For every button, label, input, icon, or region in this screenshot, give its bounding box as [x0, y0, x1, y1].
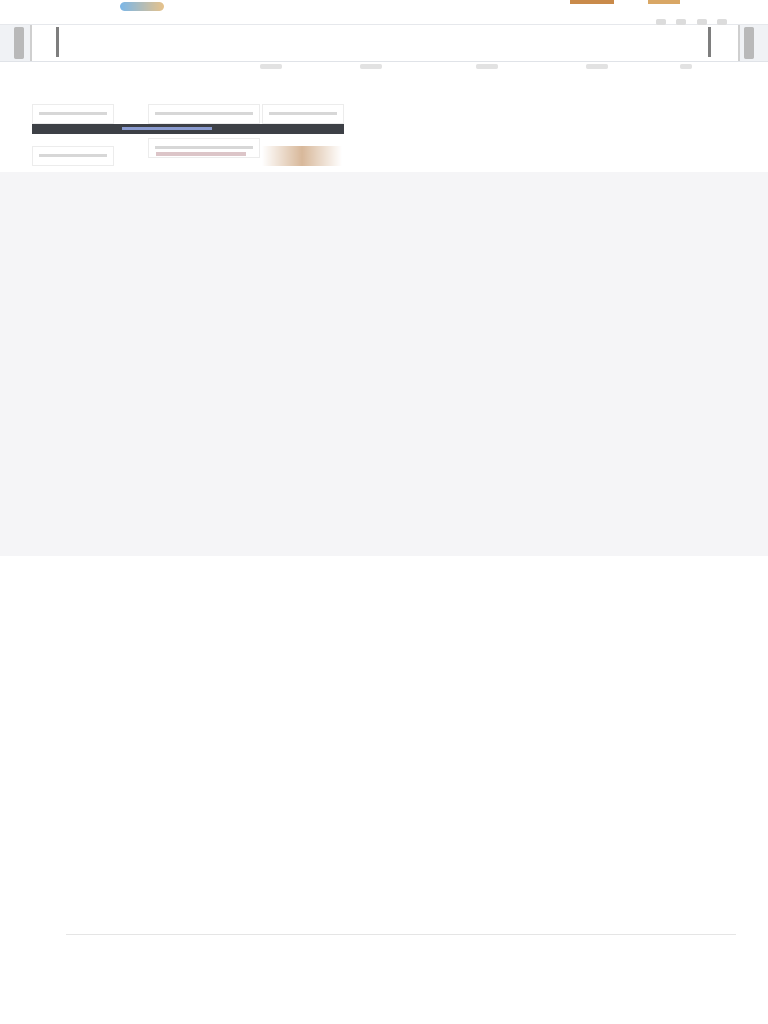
document-viewer: [0, 25, 768, 62]
like-button[interactable]: [260, 64, 282, 69]
site-logo[interactable]: [120, 2, 164, 11]
recommended-thumbnails: [32, 104, 344, 168]
divider: [66, 934, 736, 935]
ad-banner-secondary[interactable]: [648, 0, 680, 4]
thumbnail[interactable]: [262, 104, 344, 124]
more-options-button[interactable]: [680, 64, 692, 69]
previous-page-button[interactable]: [14, 27, 24, 59]
thumbnail-photo[interactable]: [262, 146, 342, 166]
thumbnail[interactable]: [148, 104, 260, 124]
share-button[interactable]: [476, 64, 498, 69]
viewer-scrollbar-left[interactable]: [56, 27, 59, 57]
thumbnail[interactable]: [32, 146, 114, 166]
thumbnail-dark[interactable]: [32, 124, 344, 134]
viewer-scrollbar-right[interactable]: [708, 27, 711, 57]
document-text: [66, 558, 736, 1024]
viewer-page: [30, 25, 740, 61]
ad-banner[interactable]: [570, 0, 614, 4]
thumbnail-strip: [156, 152, 246, 156]
thumbnail[interactable]: [32, 104, 114, 124]
embed-button[interactable]: [586, 64, 608, 69]
top-bar: [0, 0, 768, 25]
top-action-icons: [656, 12, 736, 20]
related-panel-background: [0, 172, 768, 556]
dislike-button[interactable]: [360, 64, 382, 69]
action-bar: [30, 62, 696, 90]
next-page-button[interactable]: [744, 27, 754, 59]
